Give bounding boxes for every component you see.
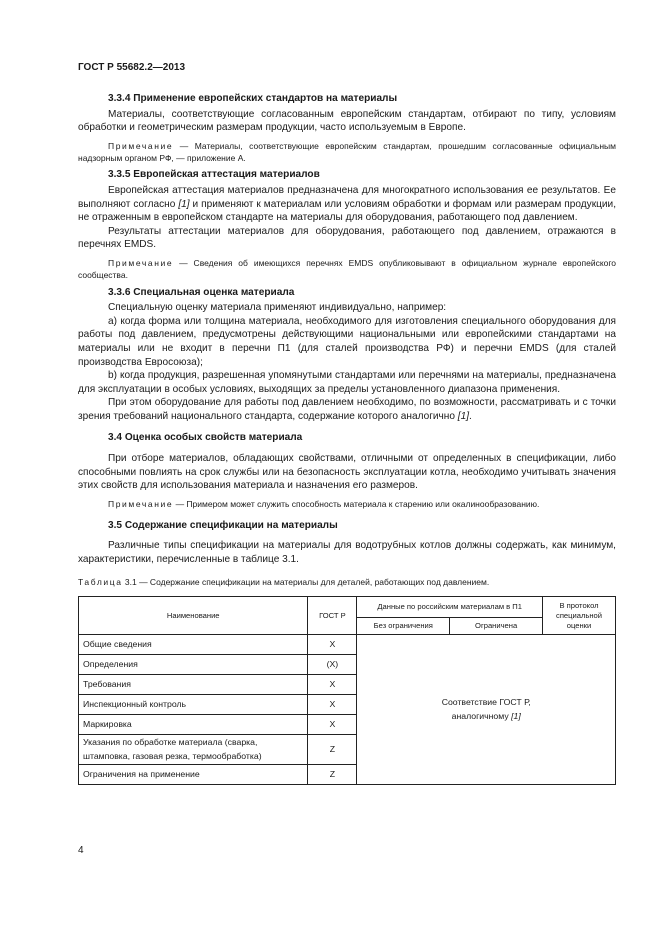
table-caption <box>78 576 616 590</box>
row-gost: X <box>308 695 357 715</box>
row-name: Требования <box>79 675 308 695</box>
section-3-3-5-paragraph-2: Результаты аттестации материалов для оборудования, работающего под давлением, отражаются в перечнях EMDS. <box>78 225 616 251</box>
note-label: Примечание <box>108 498 174 509</box>
document-body <box>78 92 616 785</box>
section-3-3-4-paragraph: Материалы, соответствующие согласованным европейским стандартам, отбирают по типу, условиям обработки и геометрическим размерам продукции, часто используемым в Европе. <box>78 108 616 134</box>
row-gost: Z <box>308 765 357 785</box>
document-code: ГОСТ Р 55682.2—2013 <box>78 62 186 73</box>
section-3-3-5-note <box>78 258 616 282</box>
row-name: Указания по обработке материала (сварка, штамповка, газовая резка, термообработка) <box>79 735 308 765</box>
section-3-3-6-item-b: b) когда продукция, разрешенная упомянутыми стандартами или перечнями на материалы, предназначена для эксплуатации в особых условиях, выходящих за пределы установленного диапазона применения. <box>78 370 616 395</box>
table-header-row <box>79 597 616 618</box>
specification-table <box>78 596 616 785</box>
note-label: Примечание <box>108 257 174 268</box>
note-text: — Материалы, соответствующие европейским стандартам, прошедшим согласованные официальным надзорным органом РФ, — приложение А. <box>78 140 616 163</box>
section-3-4-paragraph: При отборе материалов, обладающих свойствами, отличными от определенных в спецификации, либо способными повлиять на срок службы или на безопасность эксплуатации котла, необходимо учитывать значения этих свойств для использования материала и назначения его размеров. <box>78 453 616 492</box>
note-label: Примечание <box>108 140 174 151</box>
section-3-3-5-title: 3.3.5 Европейская аттестация материалов <box>108 169 320 181</box>
row-gost: X <box>308 635 357 655</box>
section-3-3-4-title: 3.3.4 Применение европейских стандартов на материалы <box>108 93 398 104</box>
table-caption-label: Таблица <box>78 577 123 588</box>
note-text: — Примером может служить способность материала к старению или окалинообразованию. <box>173 498 540 509</box>
section-3-5-title: 3.5 Содержание спецификации на материалы <box>108 519 338 531</box>
header-russian-data: Данные по российским материалам в П1 <box>357 597 543 618</box>
merged-line-2: аналогичному <box>451 710 512 721</box>
text-fragment: . <box>469 410 472 422</box>
row-gost: X <box>308 715 357 735</box>
row-name: Ограничения на применение <box>79 765 308 785</box>
section-3-3-6-paragraph-1: Специальную оценку материала применяют индивидуально, например: <box>108 302 447 314</box>
header-protocol: В протокол специальной оценки <box>543 597 616 635</box>
row-gost: (X) <box>308 655 357 675</box>
page-number: 4 <box>78 845 84 856</box>
table-caption-text: 3.1 — Содержание спецификации на материалы для деталей, работающих под давлением. <box>122 577 490 588</box>
text-fragment: Европейская аттестация материалов предназначена для многократного использования ее результатов. Ее выполняют согласно <box>78 184 616 210</box>
row-name: Инспекционный контроль <box>79 695 308 715</box>
row-gost: Z <box>308 735 357 765</box>
reference: [1] <box>457 410 470 422</box>
section-3-3-5-paragraph-1 <box>78 184 616 225</box>
reference: [1] <box>178 198 190 210</box>
section-3-3-4-note <box>78 141 616 165</box>
text-fragment: и применяют к материалам или условиям обработки и формам или размерам продукции, не отраженным в европейском стандарте на материалы для оборудования, работающего под давлением. <box>78 198 616 224</box>
table-row <box>79 635 616 655</box>
section-3-5-paragraph: Различные типы спецификации на материалы для водотрубных котлов должны содержать, как минимум, характеристики, перечисленные в таблице 3.1. <box>78 540 616 565</box>
header-gost: ГОСТ Р <box>308 597 357 635</box>
section-3-3-6-title: 3.3.6 Специальная оценка материала <box>108 286 295 298</box>
header-name: Наименование <box>79 597 308 635</box>
row-name: Маркировка <box>79 715 308 735</box>
row-name: Общие сведения <box>79 635 308 655</box>
header-limited: Ограничена <box>450 618 543 635</box>
merged-conformity-cell <box>357 635 616 785</box>
section-3-3-6-item-a: а) когда форма или толщина материала, необходимого для изготовления специального оборудования для работы под давлением, предусмотрены действующими национальными или европейскими стандартами на материалы или не входит в перечни П1 (для сталей производства РФ) и перечни EMDS (для сталей производства Евросоюза); <box>78 315 616 368</box>
section-3-3-6-paragraph-2 <box>78 396 616 423</box>
merged-reference: [1] <box>511 710 521 721</box>
section-3-4-title: 3.4 Оценка особых свойств материала <box>108 432 303 444</box>
note-text: — Сведения об имеющихся перечнях EMDS опубликовывают в официальном журнале европейского сообщества. <box>78 257 616 280</box>
merged-line-1: Соответствие ГОСТ Р, <box>441 697 531 708</box>
section-3-4-note <box>78 499 616 511</box>
header-no-limits: Без ограничения <box>357 618 450 635</box>
row-name: Определения <box>79 655 308 675</box>
text-fragment: При этом оборудование для работы под давлением необходимо, по возможности, рассматривать и с точки зрения требований национального стандарта, содержание которого аналогично <box>78 397 616 422</box>
row-gost: X <box>308 675 357 695</box>
